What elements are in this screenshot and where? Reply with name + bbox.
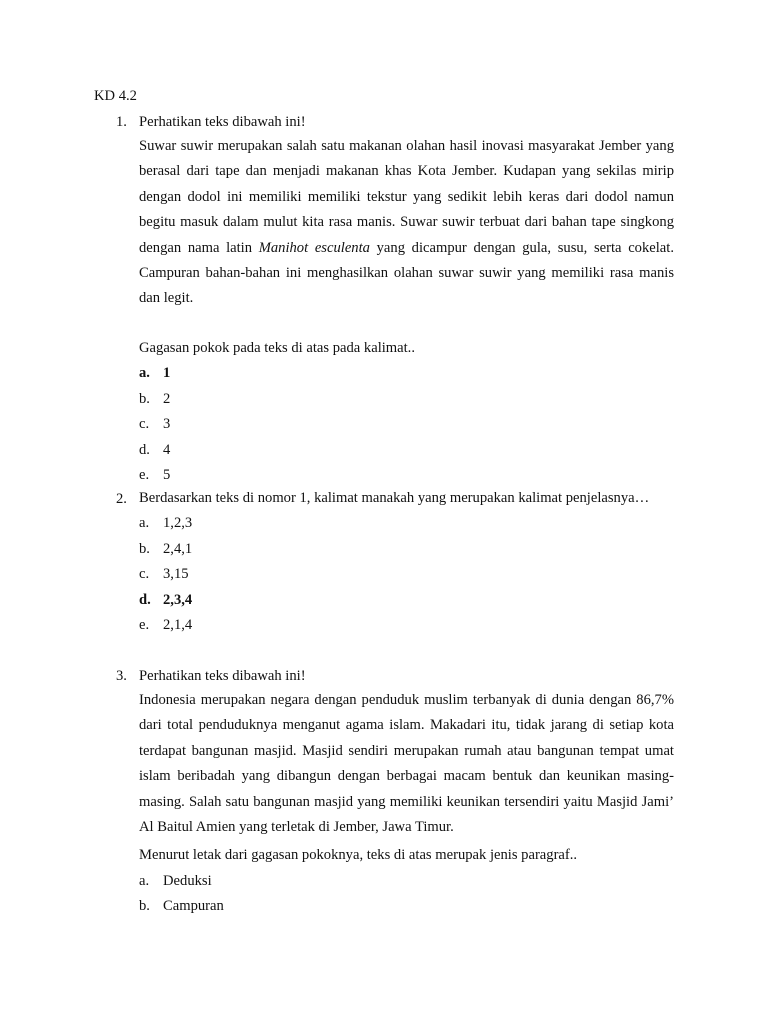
question-number: 3. [116, 668, 127, 684]
option-label: b. [139, 390, 150, 407]
option-label: d. [139, 441, 150, 458]
answer-option-b[interactable] [139, 389, 674, 414]
option-label: a. [139, 872, 150, 889]
option-text: 4 [163, 441, 171, 458]
question-number: 2. [116, 491, 127, 507]
answer-options [139, 871, 674, 922]
question-prompt: Berdasarkan teks di nomor 1, kalimat manakah yang merupakan kalimat penjelasnya… [139, 490, 650, 506]
answer-option-c[interactable] [139, 414, 674, 439]
question-intro: Perhatikan teks dibawah ini! [139, 668, 306, 684]
question-number: 1. [116, 114, 127, 130]
option-text: 2,3,4 [163, 591, 193, 608]
section-heading: KD 4.2 [94, 88, 137, 104]
passage-text: Suwar suwir merupakan salah satu makanan olahan hasil inovasi masyarakat Jember yang berasal dari tape dan menjadi makanan khas Kota Jember. Kudapan yang sekilas mirip dengan dodol ini memiliki memiliki tekstur yang sedikit lebih keras dari dodol namun begitu masuk dalam mulut kita rasa manis. Suwar suwir terbuat dari bahan tape singkong dengan nama latin [139, 138, 674, 256]
option-text: 1,2,3 [163, 515, 193, 532]
option-text: 5 [163, 466, 171, 483]
answer-option-b[interactable] [139, 896, 674, 921]
option-text: Deduksi [163, 872, 212, 889]
question-body [139, 666, 674, 922]
answer-options [139, 363, 674, 490]
question-intro: Perhatikan teks dibawah ini! [139, 114, 306, 130]
option-text: 3 [163, 416, 171, 433]
option-label: e. [139, 466, 150, 483]
answer-option-c[interactable] [139, 564, 674, 589]
question-passage [139, 134, 674, 312]
answer-option-d[interactable] [139, 440, 674, 465]
question-prompt: Gagasan pokok pada teks di atas pada kalimat.. [139, 340, 415, 356]
option-text: 2,4,1 [163, 540, 193, 557]
question-passage: Indonesia merupakan negara dengan penduduk muslim terbanyak di dunia dengan 86,7% dari total penduduknya menganut agama islam. Makadari itu, tidak jarang di setiap kota terdapat bangunan masjid. Masjid sendiri merupakan rumah atau bangunan tempat umat islam beribadah yang dibangun dengan berbagai macam bentuk dan keunikan masing-masing. Salah satu bangunan masjid yang memiliki keunikan tersendiri yaitu Masjid Jami’ Al Baitul Amien yang terletak di Jember, Jawa Timur. [139, 692, 674, 836]
answer-option-a[interactable] [139, 871, 674, 896]
question-prompt: Menurut letak dari gagasan pokoknya, teks di atas merupak jenis paragraf.. [139, 847, 578, 864]
option-label: a. [139, 365, 150, 382]
answer-option-d[interactable] [139, 590, 674, 615]
option-text: 2 [163, 390, 171, 407]
passage-text: yang dicampur dengan gula, susu, serta cokelat. Campuran bahan-bahan ini menghasilkan olahan suwar suwir yang memiliki rasa manis dan legit. [139, 239, 674, 307]
question-body [139, 486, 674, 640]
option-text: 3,15 [163, 566, 189, 583]
option-label: c. [139, 416, 150, 433]
answer-option-b[interactable] [139, 539, 674, 564]
passage-italic-text: Manihot esculenta [258, 239, 370, 256]
option-text: 1 [163, 365, 171, 382]
question-body [139, 112, 674, 312]
option-label: a. [139, 515, 150, 532]
answer-option-a[interactable] [139, 513, 674, 538]
option-label: c. [139, 566, 150, 583]
option-label: b. [139, 898, 150, 915]
answer-option-e[interactable] [139, 615, 674, 640]
answer-option-a[interactable] [139, 363, 674, 388]
option-label: b. [139, 540, 150, 557]
option-text: 2,1,4 [163, 616, 193, 633]
option-label: e. [139, 616, 150, 633]
question-prompt-block [139, 338, 674, 490]
answer-options [139, 513, 674, 640]
option-label: d. [139, 591, 151, 608]
option-text: Campuran [163, 898, 224, 915]
